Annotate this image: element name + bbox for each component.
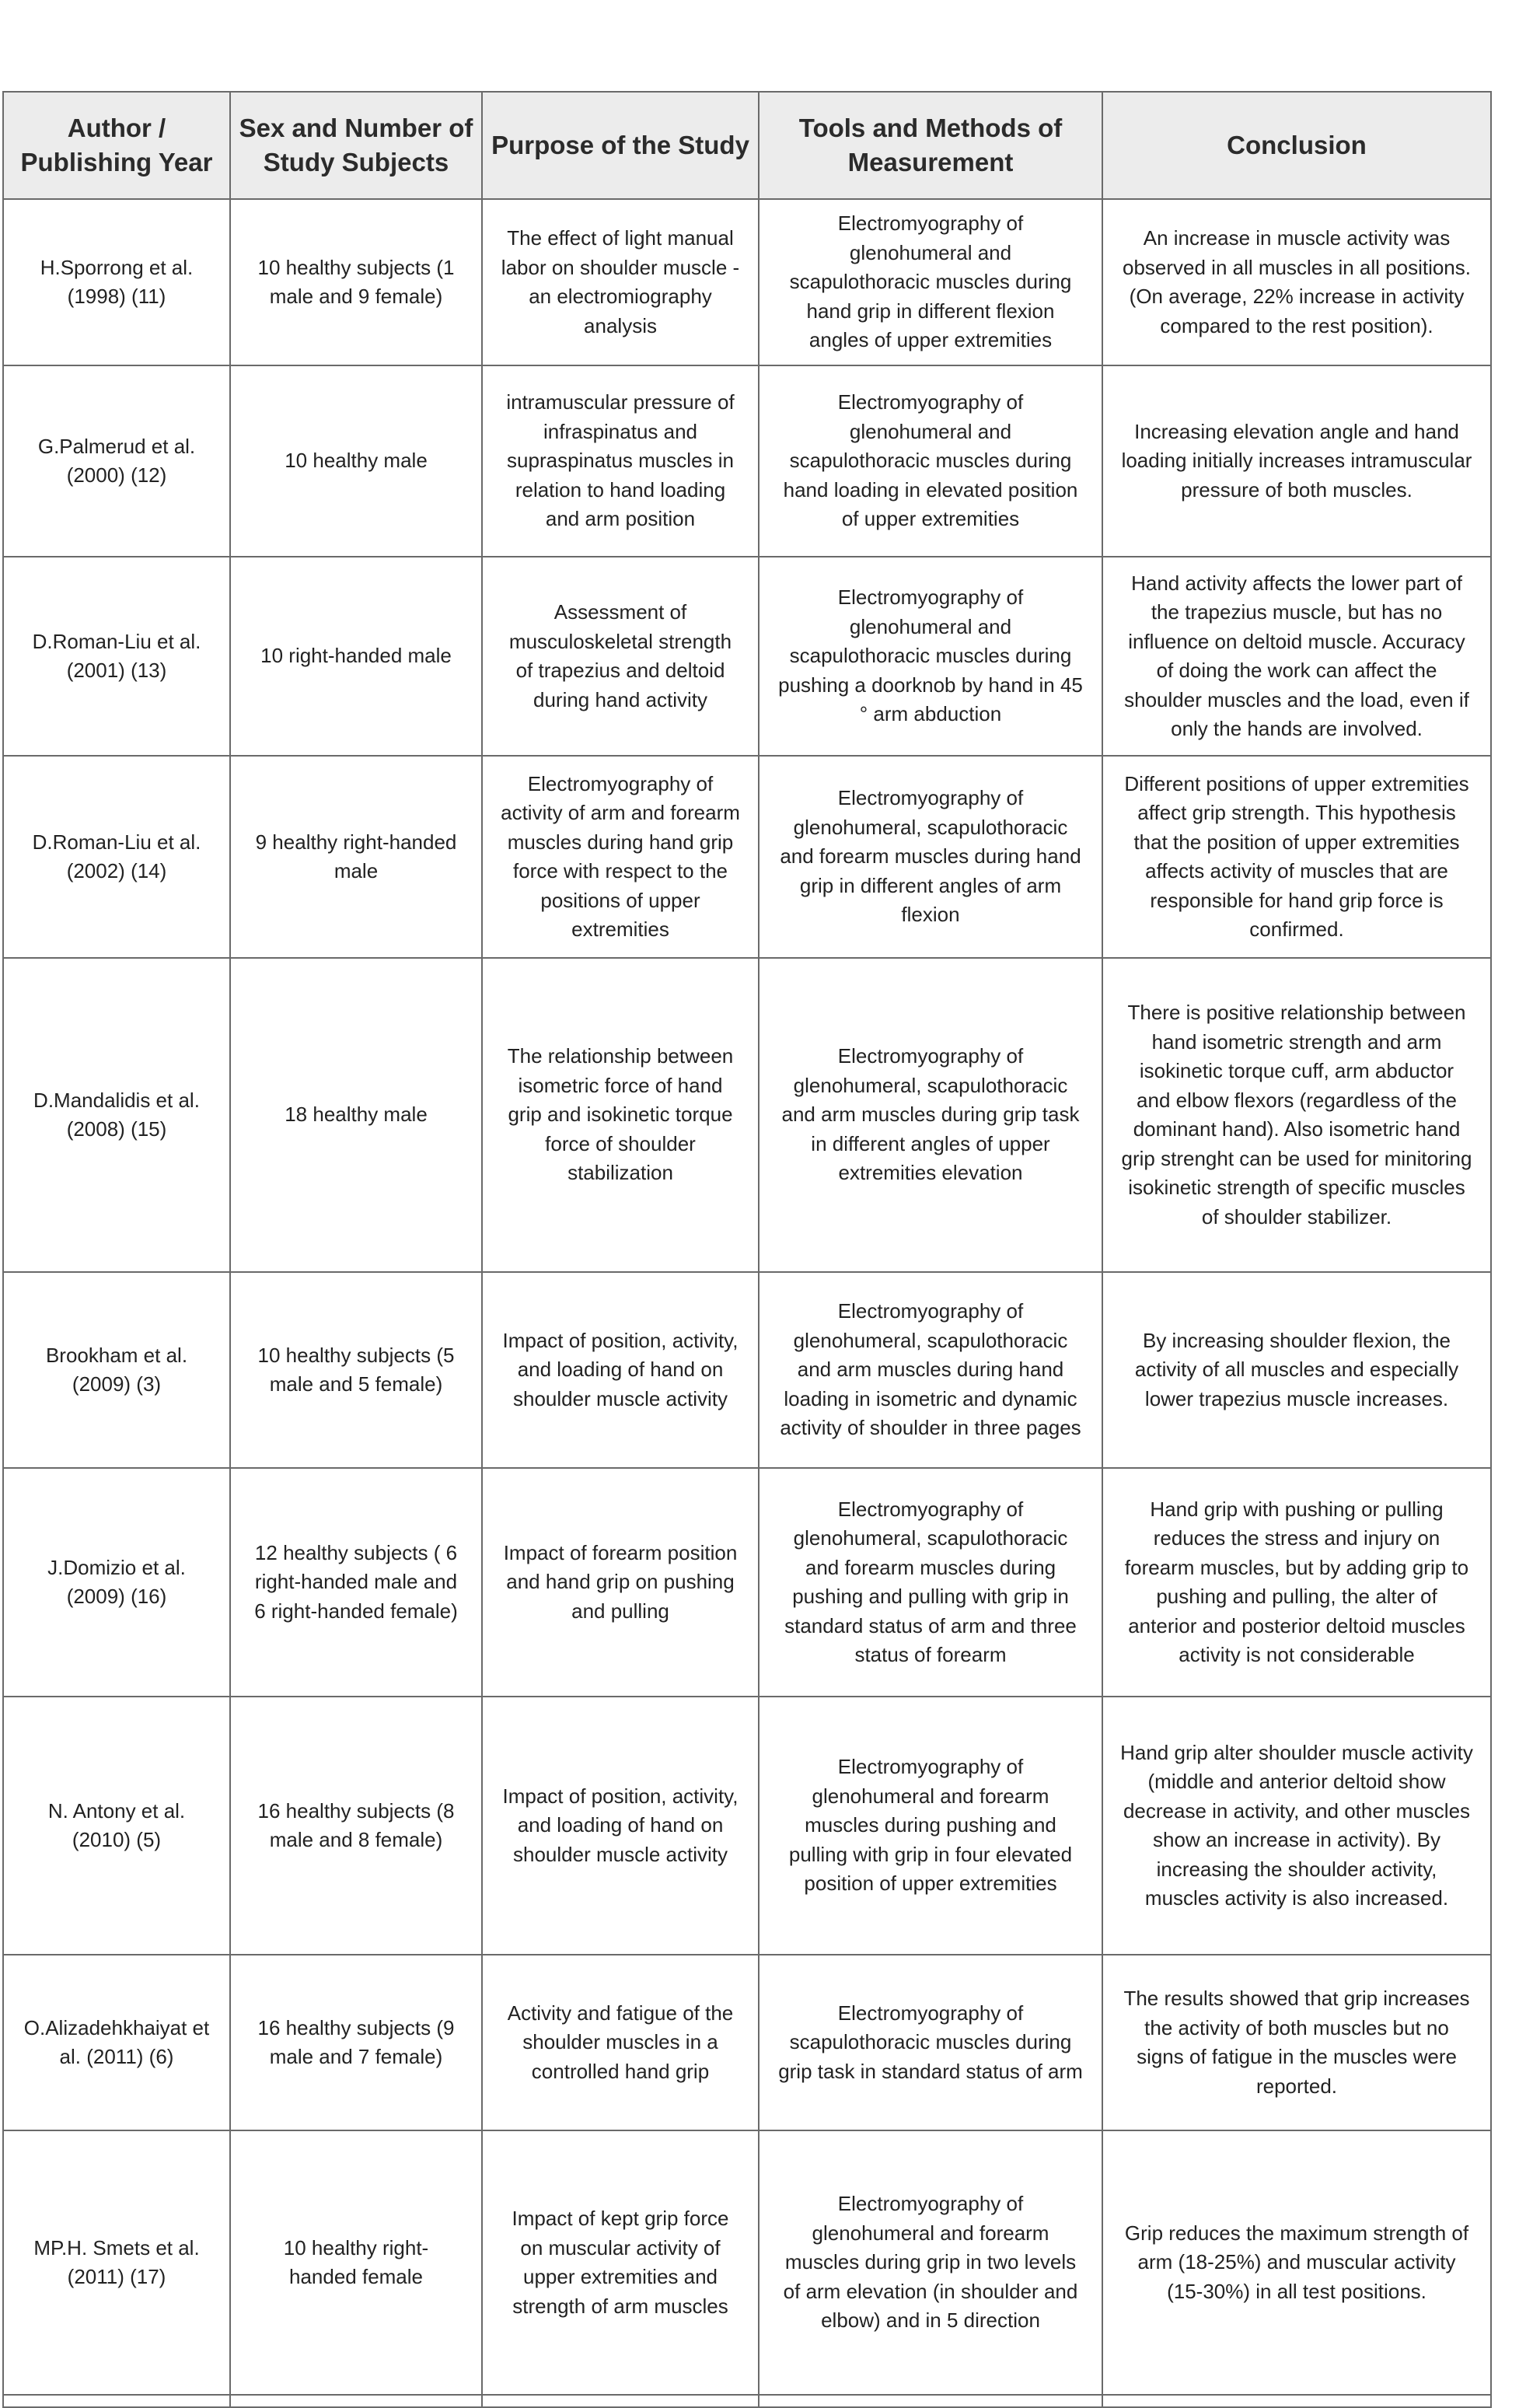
cell-conclusion: Hand grip with pushing or pulling reduces the stress and injury on forearm muscles, but by adding grip to pushing and pulling, the alter of anterior and posterior deltoid muscles activity is not considerable	[1102, 1468, 1491, 1697]
cell-author: D.Mandalidis et al. (2008) (15)	[3, 958, 230, 1272]
table-row	[3, 1468, 1491, 1697]
table-row	[3, 1697, 1491, 1955]
cell-empty	[482, 2395, 759, 2407]
header-subjects: Sex and Number of Study Subjects	[230, 92, 482, 199]
cell-author: D.Roman-Liu et al. (2001) (13)	[3, 557, 230, 756]
table-row	[3, 1272, 1491, 1468]
cell-conclusion: There is positive relationship between hand isometric strength and arm isokinetic torque cuff, arm abductor and elbow flexors (regardless of the dominant hand). Also isometric hand grip strenght can be used for minitoring isokinetic strength of specific muscles of shoulder stabilizer.	[1102, 958, 1491, 1272]
cell-empty	[3, 2395, 230, 2407]
cell-author: D.Roman-Liu et al. (2002) (14)	[3, 756, 230, 958]
header-author: Author / Publishing Year	[3, 92, 230, 199]
cell-tools: Electromyography of glenohumeral, scapulothoracic and arm muscles during hand loading in isometric and dynamic activity of shoulder in three pages	[759, 1272, 1102, 1468]
cell-tools: Electromyography of scapulothoracic muscles during grip task in standard status of arm	[759, 1955, 1102, 2130]
cell-purpose: The effect of light manual labor on shoulder muscle - an electromiography analysis	[482, 199, 759, 365]
cell-purpose: The relationship between isometric force of hand grip and isokinetic torque force of shoulder stabilization	[482, 958, 759, 1272]
table-row-continued	[3, 2395, 1491, 2407]
cell-empty	[230, 2395, 482, 2407]
header-purpose: Purpose of the Study	[482, 92, 759, 199]
table-row	[3, 2130, 1491, 2395]
table-row	[3, 958, 1491, 1272]
header-conclusion: Conclusion	[1102, 92, 1491, 199]
cell-purpose: Impact of forearm position and hand grip on pushing and pulling	[482, 1468, 759, 1697]
header-tools: Tools and Methods of Measurement	[759, 92, 1102, 199]
cell-empty	[1102, 2395, 1491, 2407]
studies-table	[2, 91, 1492, 2408]
cell-tools: Electromyography of glenohumeral, scapulothoracic and forearm muscles during pushing and pulling with grip in standard status of arm and three status of forearm	[759, 1468, 1102, 1697]
cell-tools: Electromyography of glenohumeral and scapulothoracic muscles during hand loading in elevated position of upper extremities	[759, 365, 1102, 557]
cell-conclusion: Hand activity affects the lower part of the trapezius muscle, but has no influence on deltoid muscle. Accuracy of doing the work can affect the shoulder muscles and the load, even if only the hands are involved.	[1102, 557, 1491, 756]
cell-conclusion: Increasing elevation angle and hand loading initially increases intramuscular pressure of both muscles.	[1102, 365, 1491, 557]
table-header-row	[3, 92, 1491, 199]
cell-subjects: 12 healthy subjects ( 6 right-handed male and 6 right-handed female)	[230, 1468, 482, 1697]
cell-author: H.Sporrong et al. (1998) (11)	[3, 199, 230, 365]
table-row	[3, 365, 1491, 557]
cell-conclusion: The results showed that grip increases the activity of both muscles but no signs of fatigue in the muscles were reported.	[1102, 1955, 1491, 2130]
cell-purpose: Electromyography of activity of arm and forearm muscles during hand grip force with respect to the positions of upper extremities	[482, 756, 759, 958]
cell-subjects: 10 healthy subjects (5 male and 5 female)	[230, 1272, 482, 1468]
cell-purpose: Assessment of musculoskeletal strength of trapezius and deltoid during hand activity	[482, 557, 759, 756]
cell-purpose: Activity and fatigue of the shoulder muscles in a controlled hand grip	[482, 1955, 759, 2130]
cell-tools: Electromyography of glenohumeral and scapulothoracic muscles during hand grip in different flexion angles of upper extremities	[759, 199, 1102, 365]
cell-subjects: 10 healthy male	[230, 365, 482, 557]
cell-subjects: 10 right-handed male	[230, 557, 482, 756]
cell-purpose: intramuscular pressure of infraspinatus and supraspinatus muscles in relation to hand loading and arm position	[482, 365, 759, 557]
cell-tools: Electromyography of glenohumeral, scapulothoracic and arm muscles during grip task in different angles of upper extremities elevation	[759, 958, 1102, 1272]
cell-subjects: 10 healthy right-handed female	[230, 2130, 482, 2395]
cell-subjects: 10 healthy subjects (1 male and 9 female)	[230, 199, 482, 365]
cell-subjects: 9 healthy right-handed male	[230, 756, 482, 958]
cell-author: J.Domizio et al. (2009) (16)	[3, 1468, 230, 1697]
cell-empty	[759, 2395, 1102, 2407]
table-row	[3, 557, 1491, 756]
cell-conclusion: By increasing shoulder flexion, the activity of all muscles and especially lower trapezius muscle increases.	[1102, 1272, 1491, 1468]
cell-purpose: Impact of kept grip force on muscular activity of upper extremities and strength of arm muscles	[482, 2130, 759, 2395]
cell-author: Brookham et al. (2009) (3)	[3, 1272, 230, 1468]
table-row	[3, 1955, 1491, 2130]
table-row	[3, 199, 1491, 365]
cell-tools: Electromyography of glenohumeral, scapulothoracic and forearm muscles during hand grip in different angles of arm flexion	[759, 756, 1102, 958]
cell-subjects: 18 healthy male	[230, 958, 482, 1272]
cell-tools: Electromyography of glenohumeral and forearm muscles during grip in two levels of arm elevation (in shoulder and elbow) and in 5 direction	[759, 2130, 1102, 2395]
cell-author: O.Alizadehkhaiyat et al. (2011) (6)	[3, 1955, 230, 2130]
cell-author: N. Antony et al. (2010) (5)	[3, 1697, 230, 1955]
cell-tools: Electromyography of glenohumeral and forearm muscles during pushing and pulling with grip in four elevated position of upper extremities	[759, 1697, 1102, 1955]
cell-purpose: Impact of position, activity, and loading of hand on shoulder muscle activity	[482, 1697, 759, 1955]
cell-author: MP.H. Smets et al. (2011) (17)	[3, 2130, 230, 2395]
table-row	[3, 756, 1491, 958]
cell-tools: Electromyography of glenohumeral and scapulothoracic muscles during pushing a doorknob by hand in 45 ° arm abduction	[759, 557, 1102, 756]
cell-subjects: 16 healthy subjects (9 male and 7 female)	[230, 1955, 482, 2130]
cell-conclusion: An increase in muscle activity was observed in all muscles in all positions. (On average, 22% increase in activity compared to the rest position).	[1102, 199, 1491, 365]
cell-conclusion: Different positions of upper extremities affect grip strength. This hypothesis that the position of upper extremities affects activity of muscles that are responsible for hand grip force is confirmed.	[1102, 756, 1491, 958]
cell-purpose: Impact of position, activity, and loading of hand on shoulder muscle activity	[482, 1272, 759, 1468]
cell-author: G.Palmerud et al. (2000) (12)	[3, 365, 230, 557]
cell-conclusion: Grip reduces the maximum strength of arm (18-25%) and muscular activity (15-30%) in all test positions.	[1102, 2130, 1491, 2395]
cell-subjects: 16 healthy subjects (8 male and 8 female)	[230, 1697, 482, 1955]
cell-conclusion: Hand grip alter shoulder muscle activity (middle and anterior deltoid show decrease in activity, and other muscles show an increase in activity). By increasing the shoulder activity, muscles activity is also increased.	[1102, 1697, 1491, 1955]
